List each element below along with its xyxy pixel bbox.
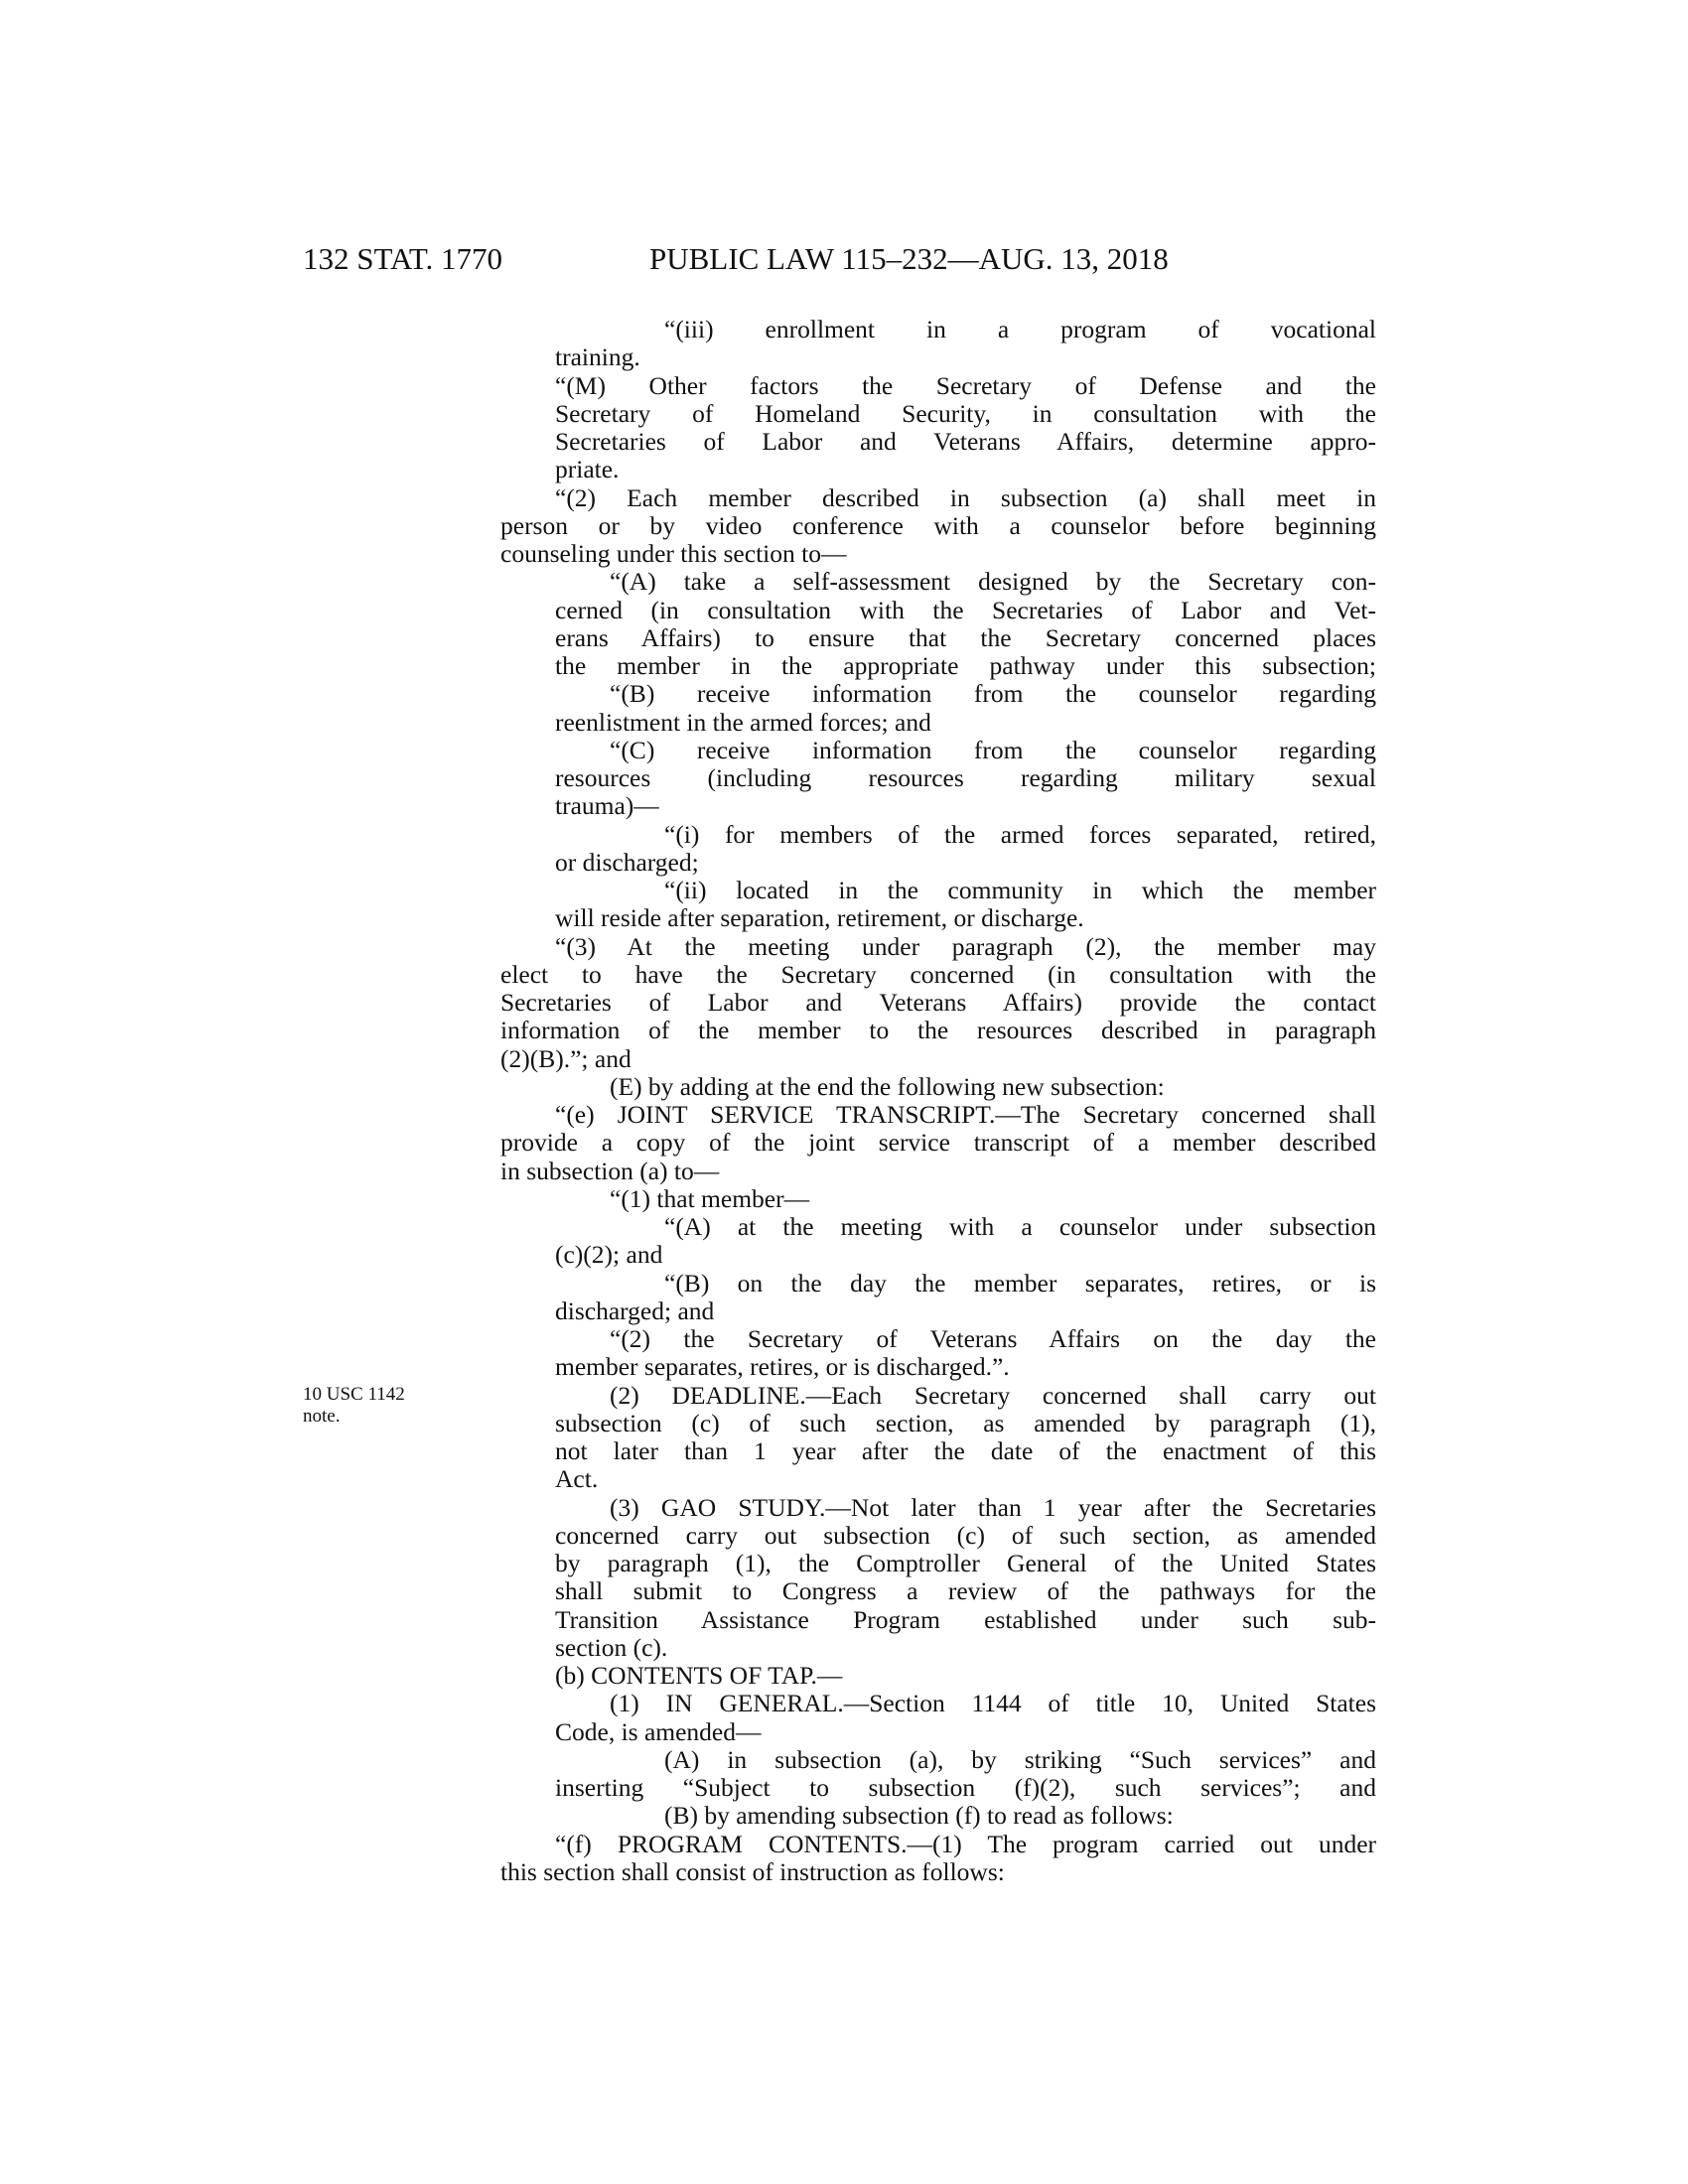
text-line: shall submit to Congress a review of the pathways for the [555, 1576, 1376, 1606]
text-line: cerned (in consultation with the Secretaries of Labor and Vet- [555, 595, 1376, 624]
text-line: Act. [555, 1464, 599, 1494]
text-line: trauma)— [555, 791, 659, 821]
margin-note-line: 10 USC 1142 [303, 1384, 405, 1405]
text-line: “(ii) located in the community in which the member [664, 876, 1376, 904]
text-line: subsection (c) of such section, as amended by paragraph (1), [555, 1408, 1376, 1437]
text-line: training. [555, 342, 640, 372]
text-line: “(i) for members of the armed forces separated, retired, [664, 819, 1376, 849]
text-line: counseling under this section to— [500, 539, 847, 568]
text-line: (b) CONTENTS OF TAP.— [555, 1661, 843, 1690]
text-line: information of the member to the resources described in paragraph [500, 1016, 1376, 1045]
text-line: “(B) receive information from the counselor regarding [610, 679, 1376, 709]
text-line: (B) by amending subsection (f) to read as follows: [664, 1801, 1174, 1831]
margin-note-line: note. [303, 1406, 341, 1427]
text-line: in subsection (a) to— [500, 1156, 720, 1185]
text-line: “(C) receive information from the counselor regarding [610, 735, 1376, 764]
stat-reference: 132 STAT. 1770 [303, 241, 503, 276]
text-line: elect to have the Secretary concerned (in consultation with the [500, 959, 1376, 989]
text-line: (2) DEADLINE.—Each Secretary concerned shall carry out [610, 1380, 1376, 1410]
text-line: or discharged; [555, 847, 699, 877]
text-line: inserting “Subject to subsection (f)(2), such services”; and [555, 1773, 1376, 1802]
text-line: concerned carry out subsection (c) of such section, as amended [555, 1520, 1376, 1550]
text-line: by paragraph (1), the Comptroller General of the United States [555, 1549, 1376, 1577]
text-line: (A) in subsection (a), by striking “Such services” and [664, 1744, 1376, 1774]
text-line: (E) by adding at the end the following new subsection: [610, 1071, 1165, 1101]
text-line: section (c). [555, 1632, 668, 1662]
text-line: discharged; and [555, 1296, 715, 1325]
text-line: Secretaries of Labor and Veterans Affairs) provide the contact [500, 988, 1376, 1017]
text-line: Transition Assistance Program established under such sub- [555, 1604, 1376, 1634]
text-line: the member in the appropriate pathway under this subsection; [555, 651, 1376, 680]
text-line: not later than 1 year after the date of the enactment of this [555, 1436, 1376, 1465]
text-line: “(B) on the day the member separates, retires, or is [664, 1268, 1376, 1297]
text-line: “(M) Other factors the Secretary of Defense and the [555, 370, 1376, 400]
text-line: “(A) at the meeting with a counselor under subsection [664, 1212, 1376, 1241]
text-line: “(3) At the meeting under paragraph (2), the member may [555, 931, 1376, 961]
text-line: Secretaries of Labor and Veterans Affairs, determine appro- [555, 427, 1376, 456]
running-title: PUBLIC LAW 115–232—AUG. 13, 2018 [649, 241, 1169, 276]
text-line: “(e) JOINT SERVICE TRANSCRIPT.—The Secretary concerned shall [555, 1100, 1376, 1129]
text-line: person or by video conference with a counselor before beginning [500, 510, 1376, 540]
text-line: will reside after separation, retirement, or discharge. [555, 903, 1084, 933]
text-line: (2)(B).”; and [500, 1043, 632, 1073]
text-line: (c)(2); and [555, 1240, 663, 1270]
text-line: “(2) Each member described in subsection (a) shall meet in [555, 482, 1376, 512]
text-line: (1) IN GENERAL.—Section 1144 of title 10, United States [610, 1689, 1376, 1718]
margin-note [303, 1384, 452, 1428]
text-line: erans Affairs) to ensure that the Secretary concerned places [555, 622, 1376, 652]
text-line: Secretary of Homeland Security, in consultation with the [555, 398, 1376, 428]
text-line: “(A) take a self-assessment designed by the Secretary con- [610, 567, 1376, 597]
text-line: priate. [555, 455, 620, 484]
text-line: “(1) that member— [610, 1183, 810, 1213]
text-line: Code, is amended— [555, 1716, 762, 1746]
statute-body [500, 316, 1376, 1886]
text-line: reenlistment in the armed forces; and [555, 707, 931, 737]
text-line: provide a copy of the joint service transcript of a member described [500, 1128, 1376, 1158]
text-line: “(iii) enrollment in a program of vocational [664, 315, 1376, 343]
text-line: resources (including resources regarding military sexual [555, 763, 1376, 792]
text-line: this section shall consist of instruction as follows: [500, 1856, 1005, 1886]
text-line: “(f) PROGRAM CONTENTS.—(1) The program carried out under [555, 1829, 1376, 1858]
page-header [0, 241, 1688, 281]
text-line: (3) GAO STUDY.—Not later than 1 year after the Secretaries [610, 1492, 1376, 1522]
text-line: “(2) the Secretary of Veterans Affairs on the day the [610, 1324, 1376, 1353]
text-line: member separates, retires, or is discharged.”. [555, 1352, 1010, 1382]
